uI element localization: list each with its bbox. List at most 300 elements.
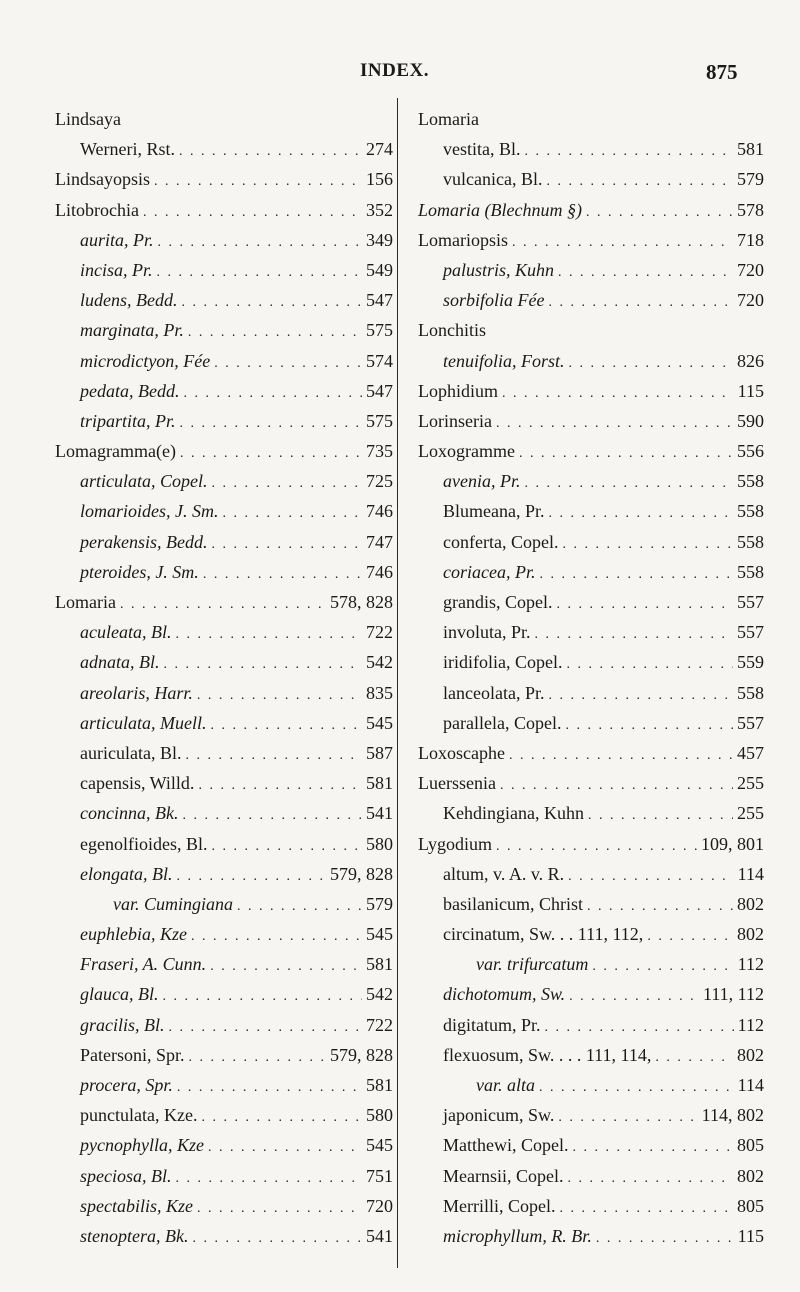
entry-name: incisa, Pr. <box>80 259 153 280</box>
index-entry <box>55 195 393 225</box>
leader-dots <box>197 1194 362 1224</box>
entry-name: spectabilis, Kze <box>80 1195 193 1216</box>
entry-pages: 114, 802 <box>701 1105 764 1126</box>
index-entry <box>418 225 764 255</box>
entry-pages: 579, 828 <box>330 863 393 884</box>
index-entry <box>418 315 764 345</box>
leader-dots <box>539 560 733 590</box>
entry-name: Matthewi, Copel. <box>443 1135 569 1156</box>
entry-name: lomarioides, J. Sm. <box>80 501 219 522</box>
entry-name: Lomaria <box>418 109 479 129</box>
index-entry <box>418 1130 764 1160</box>
entry-name: involuta, Pr. <box>443 622 531 643</box>
leader-dots <box>568 862 733 892</box>
entry-pages: 557 <box>737 592 764 612</box>
leader-dots <box>143 198 362 228</box>
index-entry <box>418 466 764 496</box>
index-entry <box>418 557 764 587</box>
index-entry <box>55 829 393 859</box>
index-entry <box>55 346 393 376</box>
entry-pages: 802 <box>737 924 764 945</box>
leader-dots <box>181 288 362 318</box>
entry-pages: 802 <box>737 1165 764 1186</box>
index-entry <box>418 859 764 889</box>
entry-pages: 579, 828 <box>330 1044 393 1065</box>
entry-name: articulata, Copel. <box>80 471 208 492</box>
index-entry <box>418 164 764 194</box>
leader-dots <box>210 711 362 741</box>
entry-name: pedata, Bedd. <box>80 380 180 401</box>
entry-name: altum, v. A. v. R. <box>443 863 565 884</box>
entry-name: Kehdingiana, Kuhn <box>443 803 584 824</box>
index-entry <box>55 1100 393 1130</box>
index-entry <box>55 859 393 889</box>
entry-pages: 578 <box>737 199 764 220</box>
leader-dots <box>203 560 362 590</box>
entry-name: lanceolata, Pr. <box>443 682 545 703</box>
entry-name: microphyllum, R. Br. <box>443 1225 592 1246</box>
entry-pages: 545 <box>366 1135 393 1156</box>
entry-name: Blumeana, Pr. <box>443 501 545 522</box>
leader-dots <box>164 650 363 680</box>
entry-pages: 559 <box>737 652 764 673</box>
leader-dots <box>210 952 362 982</box>
leader-dots <box>569 982 699 1012</box>
entry-pages: 590 <box>737 410 764 431</box>
index-entry <box>55 527 393 557</box>
entry-name: flexuosum, Sw. . . . 111, 114, <box>443 1044 652 1065</box>
leader-dots <box>525 137 734 167</box>
entry-pages: 574 <box>366 350 393 371</box>
entry-pages: 541 <box>366 803 393 824</box>
entry-pages: 575 <box>366 320 393 341</box>
entry-pages: 580 <box>366 1105 393 1126</box>
leader-dots <box>163 982 363 1012</box>
entry-pages: 349 <box>366 229 393 250</box>
entry-pages: 722 <box>366 622 393 643</box>
entry-name: perakensis, Bedd. <box>80 531 208 552</box>
index-entry <box>55 1010 393 1040</box>
leader-dots <box>177 1073 362 1103</box>
index-entry <box>418 285 764 315</box>
index-entry <box>418 1191 764 1221</box>
entry-pages: 111, 112 <box>703 984 764 1005</box>
entry-pages: 558 <box>737 531 764 552</box>
leader-dots <box>192 1224 362 1254</box>
entry-pages: 805 <box>737 1135 764 1156</box>
entry-name: euphlebia, Kze <box>80 924 187 945</box>
entry-name: Lomaria <box>55 592 116 612</box>
entry-pages: 581 <box>737 139 764 160</box>
entry-name: var. alta <box>476 1075 536 1095</box>
index-entry <box>418 527 764 557</box>
leader-dots <box>496 832 697 862</box>
entry-name: iridifolia, Copel. <box>443 652 563 673</box>
entry-pages: 751 <box>366 1165 393 1186</box>
leader-dots <box>197 681 362 711</box>
entry-pages: 545 <box>366 924 393 945</box>
leader-dots <box>565 711 733 741</box>
entry-pages: 558 <box>737 561 764 582</box>
entry-name: speciosa, Bl. <box>80 1165 172 1186</box>
index-entry <box>418 678 764 708</box>
entry-name: Litobrochia <box>55 199 139 220</box>
entry-name: Merrilli, Copel. <box>443 1195 556 1216</box>
leader-dots <box>558 258 733 288</box>
entry-name: articulata, Muell. <box>80 712 207 733</box>
leader-dots <box>191 922 362 952</box>
entry-pages: 156 <box>366 169 393 190</box>
index-entry <box>418 768 764 798</box>
leader-dots <box>566 650 733 680</box>
entry-name: Lophidium <box>418 380 498 401</box>
entry-pages: 115 <box>737 1225 764 1246</box>
leader-dots <box>169 1013 363 1043</box>
entry-pages: 114 <box>737 1075 764 1095</box>
leader-dots <box>545 1013 734 1043</box>
entry-pages: 826 <box>737 350 764 371</box>
leader-dots <box>558 1103 697 1133</box>
entry-pages: 542 <box>366 652 393 673</box>
leader-dots <box>549 288 734 318</box>
leader-dots <box>175 620 362 650</box>
entry-name: japonicum, Sw. <box>443 1105 555 1126</box>
entry-pages: 115 <box>737 380 764 401</box>
entry-name: avenia, Pr. <box>443 471 521 492</box>
entry-name: Mearnsii, Copel. <box>443 1165 564 1186</box>
index-entry <box>55 768 393 798</box>
entry-pages: 558 <box>737 682 764 703</box>
leader-dots <box>524 469 733 499</box>
leader-dots <box>587 892 733 922</box>
entry-name: pycnophylla, Kze <box>80 1135 204 1156</box>
entry-name: glauca, Bl. <box>80 984 159 1005</box>
entry-pages: 802 <box>737 1044 764 1065</box>
entry-pages: 718 <box>737 229 764 250</box>
entry-name: vulcanica, Bl. <box>443 169 543 190</box>
leader-dots <box>569 349 734 379</box>
index-entry <box>55 889 393 919</box>
entry-pages: 109, 801 <box>701 833 764 854</box>
index-entry <box>55 285 393 315</box>
leader-dots <box>549 499 734 529</box>
entry-name: var. Cumingiana <box>113 893 234 914</box>
entry-pages: 575 <box>366 410 393 431</box>
leader-dots <box>208 1133 362 1163</box>
index-entry <box>55 134 393 164</box>
leader-dots <box>201 1103 362 1133</box>
leader-dots <box>176 1164 363 1194</box>
leader-dots <box>647 922 733 952</box>
leader-dots <box>557 590 734 620</box>
leader-dots <box>182 801 362 831</box>
entry-name: circinatum, Sw. . . 111, 112, <box>443 924 644 945</box>
entry-pages: 747 <box>366 531 393 552</box>
entry-name: stenoptera, Bk. <box>80 1225 189 1246</box>
entry-name: aculeata, Bl. <box>80 622 172 643</box>
index-entry <box>418 1161 764 1191</box>
leader-dots <box>539 1073 734 1103</box>
index-entry <box>55 225 393 255</box>
entry-pages: 722 <box>366 1014 393 1035</box>
index-entry <box>418 104 764 134</box>
index-entry <box>55 376 393 406</box>
entry-name: palustris, Kuhn <box>443 259 555 280</box>
entry-name: punctulata, Kze. <box>80 1105 198 1126</box>
entry-name: tenuifolia, Forst. <box>443 350 565 371</box>
index-entry <box>55 1221 393 1251</box>
leader-dots <box>535 620 733 650</box>
entry-name: adnata, Bl. <box>80 652 160 673</box>
index-column-left <box>55 104 393 1251</box>
index-entry <box>418 829 764 859</box>
index-entry <box>418 738 764 768</box>
leader-dots <box>572 1133 733 1163</box>
entry-name: dichotomum, Sw. <box>443 984 566 1005</box>
leader-dots <box>509 741 733 771</box>
entry-pages: 720 <box>366 1195 393 1216</box>
column-divider <box>397 98 398 1268</box>
entry-name: var. trifurcatum <box>476 954 589 975</box>
leader-dots <box>586 198 733 228</box>
leader-dots <box>237 892 362 922</box>
index-entry <box>55 798 393 828</box>
index-entry <box>418 436 764 466</box>
leader-dots <box>559 1194 733 1224</box>
entry-pages: 352 <box>366 199 393 220</box>
entry-pages: 274 <box>366 139 393 160</box>
entry-name: ludens, Bedd. <box>80 290 178 311</box>
index-entry <box>418 255 764 285</box>
index-entry <box>55 647 393 677</box>
leader-dots <box>157 258 362 288</box>
entry-pages: 720 <box>737 259 764 280</box>
entry-name: Lomariopsis <box>418 229 508 250</box>
entry-name: procera, Spr. <box>80 1075 173 1095</box>
entry-pages: 255 <box>737 803 764 824</box>
entry-name: basilanicum, Christ <box>443 893 583 914</box>
entry-pages: 835 <box>366 682 393 703</box>
leader-dots <box>592 952 733 982</box>
leader-dots <box>179 137 362 167</box>
index-entry <box>55 708 393 738</box>
entry-name: Fraseri, A. Cunn. <box>80 954 207 975</box>
index-entry <box>55 1191 393 1221</box>
leader-dots <box>211 530 362 560</box>
leader-dots <box>512 228 733 258</box>
entry-name: Lonchitis <box>418 320 486 341</box>
index-entry <box>418 1010 764 1040</box>
entry-name: auriculata, Bl. <box>80 742 182 763</box>
leader-dots <box>211 832 362 862</box>
entry-name: vestita, Bl. <box>443 139 521 160</box>
index-entry <box>418 617 764 647</box>
index-entry <box>55 587 393 617</box>
entry-pages: 556 <box>737 441 764 462</box>
entry-name: Lindsaya <box>55 109 121 129</box>
entry-name: concinna, Bk. <box>80 803 179 824</box>
entry-pages: 587 <box>366 742 393 763</box>
index-entry <box>418 496 764 526</box>
leader-dots <box>212 469 363 499</box>
index-entry <box>418 587 764 617</box>
leader-dots <box>500 771 733 801</box>
entry-name: Werneri, Rst. <box>80 139 176 160</box>
leader-dots <box>548 681 733 711</box>
index-entry <box>55 496 393 526</box>
entry-pages: 558 <box>737 501 764 522</box>
index-entry <box>418 889 764 919</box>
entry-name: Lomagramma(e) <box>55 441 176 462</box>
entry-name: Luerssenia <box>418 773 496 794</box>
page-title: INDEX. <box>360 60 429 81</box>
index-entry <box>55 678 393 708</box>
entry-name: Patersoni, Spr. <box>80 1044 185 1065</box>
index-entry <box>55 919 393 949</box>
index-entry <box>55 406 393 436</box>
entry-pages: 112 <box>737 1014 764 1035</box>
entry-name: tripartita, Pr. <box>80 410 176 431</box>
page-header <box>0 60 800 90</box>
index-entry <box>55 949 393 979</box>
entry-pages: 581 <box>366 954 393 975</box>
page-number: 875 <box>706 60 738 84</box>
entry-name: Lindsayopsis <box>55 169 151 190</box>
entry-pages: 112 <box>737 954 764 975</box>
index-entry <box>55 617 393 647</box>
index-entry <box>418 406 764 436</box>
entry-pages: 541 <box>366 1225 393 1246</box>
entry-name: microdictyon, Fée <box>80 350 211 371</box>
leader-dots <box>120 590 326 620</box>
index-entry <box>55 557 393 587</box>
index-entry <box>55 255 393 285</box>
entry-name: Lorinseria <box>418 410 492 431</box>
index-entry <box>418 1100 764 1130</box>
entry-name: pteroides, J. Sm. <box>80 561 199 582</box>
entry-pages: 725 <box>366 471 393 492</box>
entry-pages: 557 <box>737 622 764 643</box>
entry-pages: 545 <box>366 712 393 733</box>
index-entry <box>55 738 393 768</box>
entry-name: egenolfioides, Bl. <box>80 833 208 854</box>
index-entry <box>418 708 764 738</box>
leader-dots <box>223 499 363 529</box>
index-entry <box>55 466 393 496</box>
entry-name: Loxogramme <box>418 441 515 462</box>
leader-dots <box>198 771 362 801</box>
leader-dots <box>188 318 362 348</box>
leader-dots <box>180 439 362 469</box>
entry-name: digitatum, Pr. <box>443 1014 541 1035</box>
entry-name: areolaris, Harr. <box>80 682 193 703</box>
leader-dots <box>562 530 733 560</box>
index-entry <box>418 134 764 164</box>
entry-name: gracilis, Bl. <box>80 1014 165 1035</box>
leader-dots <box>183 379 362 409</box>
entry-name: coriacea, Pr. <box>443 561 536 582</box>
index-column-right <box>418 104 764 1251</box>
leader-dots <box>180 409 362 439</box>
entry-pages: 558 <box>737 471 764 492</box>
entry-name: marginata, Pr. <box>80 320 184 341</box>
index-entry <box>418 346 764 376</box>
entry-pages: 580 <box>366 833 393 854</box>
entry-pages: 547 <box>366 380 393 401</box>
index-entry <box>418 919 764 949</box>
index-entry <box>418 979 764 1009</box>
index-entry <box>418 798 764 828</box>
entry-pages: 581 <box>366 773 393 794</box>
entry-pages: 579 <box>366 893 393 914</box>
leader-dots <box>189 1043 326 1073</box>
index-entry <box>55 104 393 134</box>
entry-name: sorbifolia Fée <box>443 290 545 311</box>
leader-dots <box>158 228 362 258</box>
entry-pages: 578, 828 <box>330 592 393 612</box>
entry-name: elongata, Bl. <box>80 863 173 884</box>
leader-dots <box>546 167 733 197</box>
index-entry <box>55 1130 393 1160</box>
index-entry <box>418 1040 764 1070</box>
index-entry <box>418 949 764 979</box>
entry-pages: 720 <box>737 290 764 311</box>
entry-pages: 114 <box>737 863 764 884</box>
entry-name: parallela, Copel. <box>443 712 562 733</box>
leader-dots <box>496 409 733 439</box>
leader-dots <box>154 167 362 197</box>
entry-pages: 581 <box>366 1075 393 1095</box>
entry-pages: 735 <box>366 441 393 462</box>
index-entry <box>55 1161 393 1191</box>
index-entry <box>418 195 764 225</box>
index-entry <box>55 1070 393 1100</box>
index-entry <box>55 164 393 194</box>
leader-dots <box>214 349 362 379</box>
entry-pages: 805 <box>737 1195 764 1216</box>
index-entry <box>55 1040 393 1070</box>
entry-pages: 549 <box>366 259 393 280</box>
index-entry <box>55 436 393 466</box>
entry-name: Loxoscaphe <box>418 742 505 763</box>
leader-dots <box>185 741 362 771</box>
leader-dots <box>588 801 733 831</box>
entry-pages: 579 <box>737 169 764 190</box>
leader-dots <box>596 1224 734 1254</box>
entry-pages: 547 <box>366 290 393 311</box>
entry-pages: 255 <box>737 773 764 794</box>
entry-pages: 746 <box>366 501 393 522</box>
entry-name: conferta, Copel. <box>443 531 559 552</box>
entry-name: aurita, Pr. <box>80 229 154 250</box>
entry-name: Lygodium <box>418 833 493 854</box>
index-entry <box>55 315 393 345</box>
index-entry <box>55 979 393 1009</box>
entry-name: grandis, Copel. <box>443 592 553 612</box>
index-entry <box>418 376 764 406</box>
leader-dots <box>567 1164 733 1194</box>
entry-name: Lomaria (Blechnum §) <box>418 199 582 220</box>
index-entry <box>418 1221 764 1251</box>
leader-dots <box>177 862 327 892</box>
leader-dots <box>519 439 733 469</box>
entry-pages: 557 <box>737 712 764 733</box>
index-entry <box>418 1070 764 1100</box>
leader-dots <box>502 379 734 409</box>
entry-pages: 746 <box>366 561 393 582</box>
entry-pages: 802 <box>737 893 764 914</box>
index-entry <box>418 647 764 677</box>
